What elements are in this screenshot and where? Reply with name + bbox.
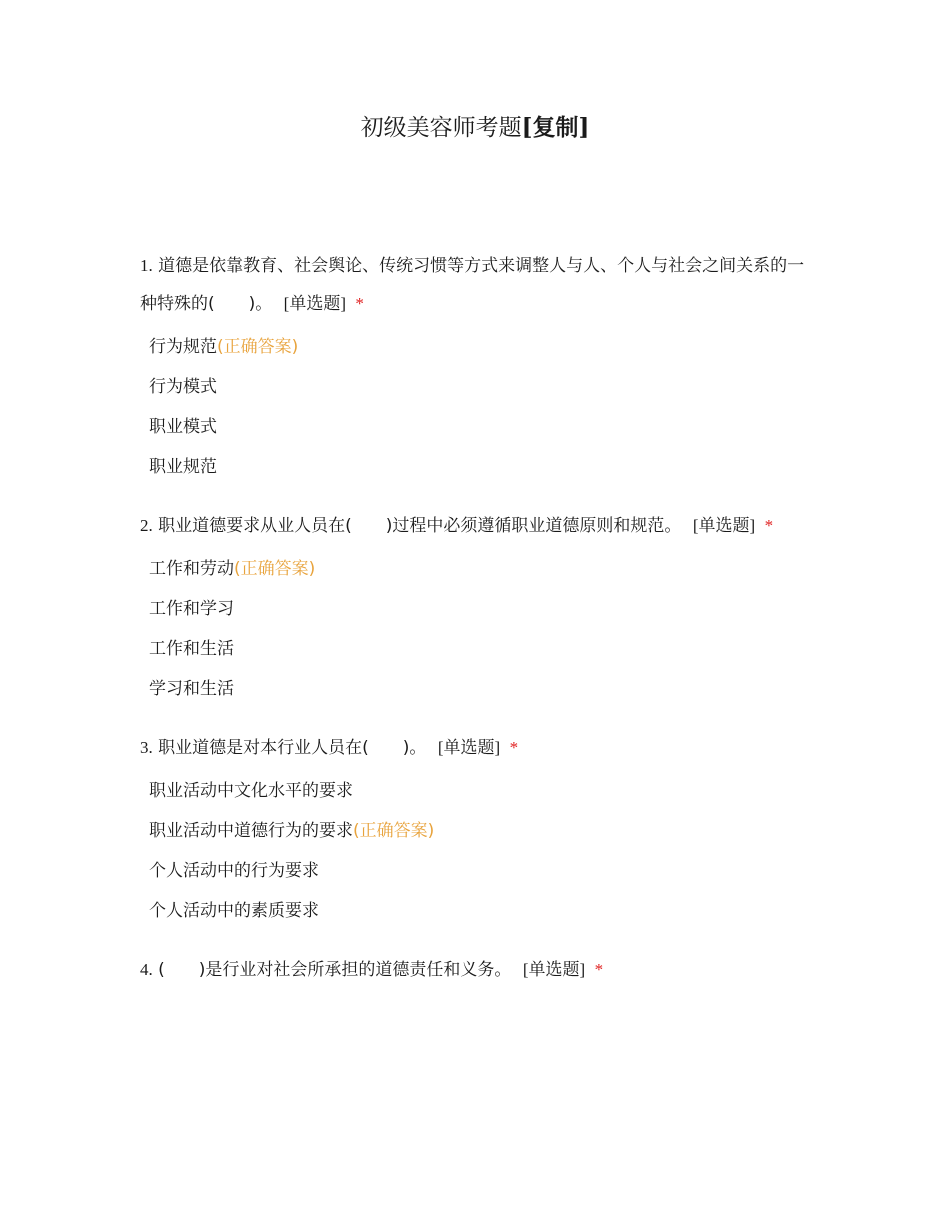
option-text: 工作和生活 bbox=[149, 639, 234, 659]
question-number: 2. bbox=[140, 516, 153, 535]
question-number: 4. bbox=[140, 960, 153, 979]
question-stem bbox=[140, 507, 820, 545]
question-list bbox=[140, 247, 820, 1009]
option bbox=[140, 407, 820, 447]
question-2 bbox=[140, 507, 820, 709]
option bbox=[140, 771, 820, 811]
question-4 bbox=[140, 951, 820, 989]
question-number: 3. bbox=[140, 738, 153, 757]
required-mark: * bbox=[355, 294, 364, 313]
option bbox=[140, 327, 820, 367]
question-3 bbox=[140, 729, 820, 931]
question-text: 道德是依靠教育、社会舆论、传统习惯等方式来调整人与人、个人与社会之间关系的一种特殊的( )。 bbox=[140, 256, 805, 314]
question-type: [单选题] bbox=[522, 960, 586, 979]
required-mark: * bbox=[509, 738, 519, 757]
option bbox=[140, 669, 820, 709]
question-type: [单选题] bbox=[692, 516, 756, 535]
question-1 bbox=[140, 247, 820, 487]
question-text: 职业道德要求从业人员在( )过程中必须遵循职业道德原则和规范。 bbox=[158, 516, 682, 536]
option-text: 职业模式 bbox=[149, 417, 217, 437]
option bbox=[140, 447, 820, 487]
option-text: 工作和学习 bbox=[149, 599, 234, 619]
option bbox=[140, 549, 820, 589]
option-text: 个人活动中的素质要求 bbox=[149, 901, 319, 921]
correct-answer-tag: (正确答案) bbox=[234, 559, 316, 579]
option bbox=[140, 589, 820, 629]
question-stem bbox=[140, 729, 820, 767]
option-text: 职业规范 bbox=[149, 457, 217, 477]
option bbox=[140, 629, 820, 669]
option-text: 行为模式 bbox=[149, 377, 217, 397]
option-text: 工作和劳动 bbox=[149, 559, 234, 579]
title-text: 初级美容师考题 bbox=[360, 115, 522, 141]
option bbox=[140, 367, 820, 407]
option-text: 个人活动中的行为要求 bbox=[149, 861, 319, 881]
question-type: [单选题] bbox=[437, 738, 501, 757]
required-mark: * bbox=[594, 960, 604, 979]
question-text: ( )是行业对社会所承担的道德责任和义务。 bbox=[158, 960, 512, 980]
option bbox=[140, 811, 820, 851]
question-stem bbox=[140, 951, 820, 989]
correct-answer-tag: (正确答案) bbox=[217, 337, 299, 357]
question-text: 职业道德是对本行业人员在( )。 bbox=[158, 738, 427, 758]
option-text: 行为规范 bbox=[149, 337, 217, 357]
question-type: [单选题] bbox=[283, 294, 346, 313]
question-number: 1. bbox=[140, 256, 153, 275]
question-stem bbox=[140, 247, 820, 323]
page-title bbox=[0, 112, 950, 144]
option-text: 职业活动中道德行为的要求 bbox=[149, 821, 353, 841]
title-tag: [复制] bbox=[521, 114, 590, 141]
option bbox=[140, 851, 820, 891]
option bbox=[140, 891, 820, 931]
required-mark: * bbox=[764, 516, 774, 535]
option-text: 学习和生活 bbox=[149, 679, 234, 699]
correct-answer-tag: (正确答案) bbox=[353, 821, 435, 841]
option-text: 职业活动中文化水平的要求 bbox=[149, 781, 353, 801]
